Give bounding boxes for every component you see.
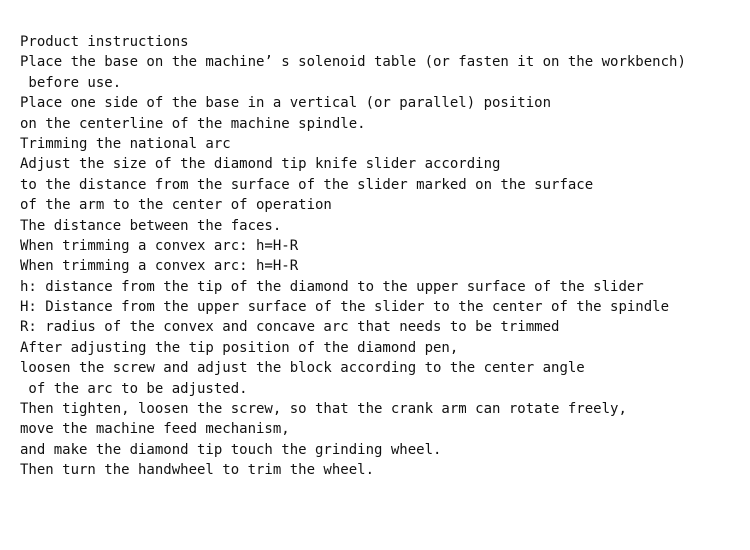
text-line: After adjusting the tip position of the diamond pen, (20, 339, 459, 356)
text-line: and make the diamond tip touch the grinding wheel. (20, 441, 442, 458)
document-title: Product instructions (20, 34, 189, 50)
text-line: loosen the screw and adjust the block according to the center angle (20, 360, 585, 377)
text-line: of the arc to be adjusted. (20, 380, 248, 397)
text-line: to the distance from the surface of the slider marked on the surface (20, 176, 594, 193)
formula-line: When trimming a convex arc: h=H-R (20, 258, 299, 275)
text-line: on the centerline of the machine spindle. (20, 115, 366, 132)
text-line: Then turn the handwheel to trim the wheel. (20, 462, 375, 479)
section-heading: Trimming the national arc (20, 135, 231, 152)
text-line: Place one side of the base in a vertical (or parallel) position (20, 95, 552, 112)
text-line: Place the base on the machine’ s solenoid table (or fasten it on the workbench) (20, 54, 686, 71)
text-line: before use. (20, 74, 122, 91)
text-line: of the arm to the center of operation (20, 197, 332, 214)
definition-line: R: radius of the convex and concave arc that needs to be trimmed (20, 319, 560, 336)
text-line: The distance between the faces. (20, 217, 282, 234)
text-line: move the machine feed mechanism, (20, 421, 290, 438)
text-line: Adjust the size of the diamond tip knife slider according (20, 156, 501, 173)
instructions-document (20, 32, 748, 481)
definition-line: H: Distance from the upper surface of the slider to the center of the spindle (20, 299, 670, 316)
text-line: Then tighten, loosen the screw, so that the crank arm can rotate freely, (20, 401, 627, 418)
definition-line: h: distance from the tip of the diamond to the upper surface of the slider (20, 278, 644, 295)
formula-line: When trimming a convex arc: h=H-R (20, 237, 299, 254)
